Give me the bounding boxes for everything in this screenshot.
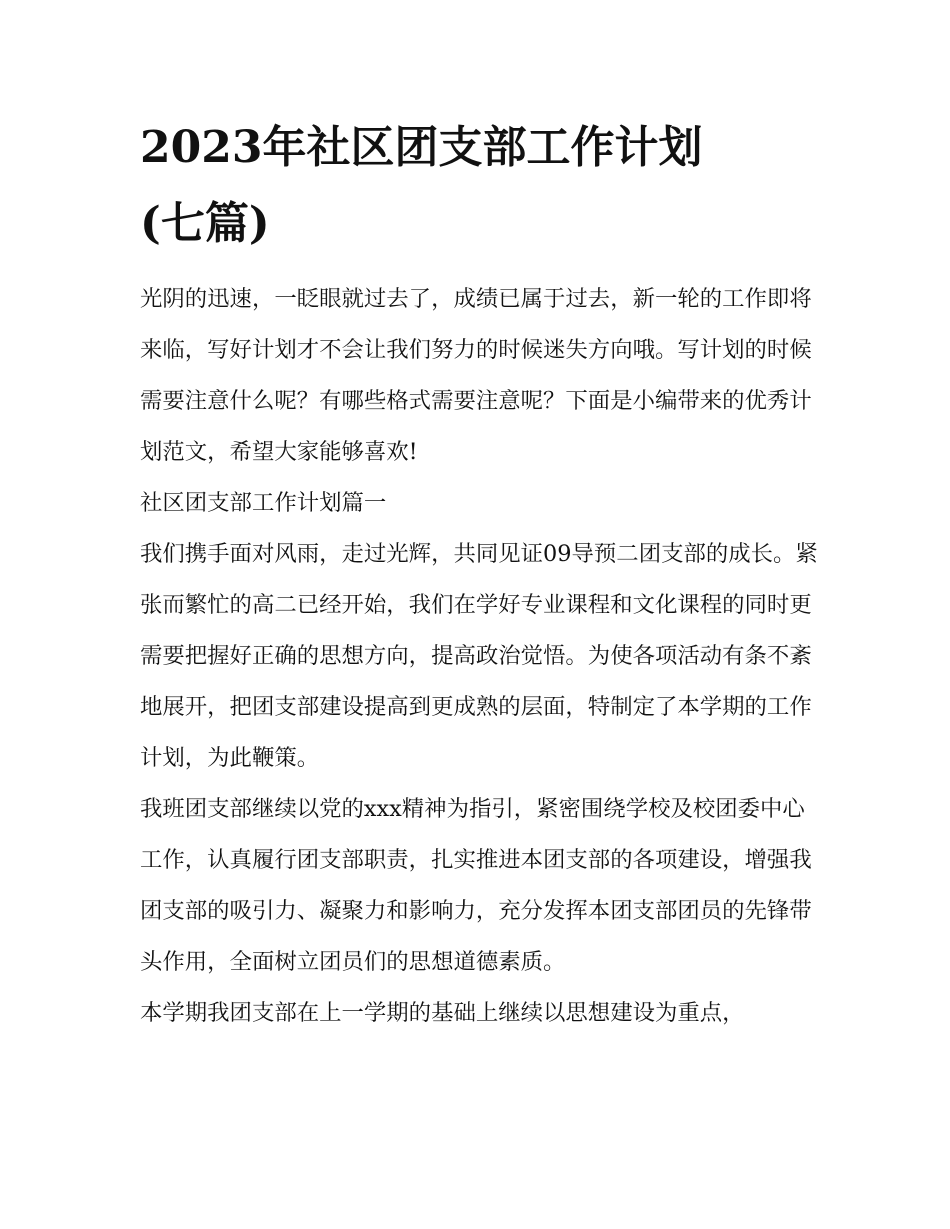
title-line-1: 2023年社区团支部工作计划 bbox=[140, 122, 703, 173]
body-paragraph-1: 我们携手面对风雨，走过光辉，共同见证09导预二团支部的成长。紧张而繁忙的高二已经开始，我们在学好专业课程和文化课程的同时更需要把握好正确的思想方向，提高政治觉悟。为使各项活动有条不紊地展开，把团支部建设提高到更成熟的层面，特制定了本学期的工作计划，为此鞭策。 bbox=[140, 541, 818, 771]
section-heading: 社区团支部工作计划篇一 bbox=[140, 490, 387, 516]
title-line-2: (七篇) bbox=[140, 198, 270, 249]
intro-paragraph: 光阴的迅速，一眨眼就过去了，成绩已属于过去，新一轮的工作即将来临，写好计划才不会让我们努力的时候迷失方向哦。写计划的时候需要注意什么呢？有哪些格式需要注意呢？下面是小编带来的优秀计划范文，希望大家能够喜欢! bbox=[140, 286, 812, 465]
document-title bbox=[140, 110, 820, 262]
body-paragraph-3: 本学期我团支部在上一学期的基础上继续以思想建设为重点， bbox=[140, 1000, 745, 1026]
body-paragraph-2: 我班团支部继续以党的xxx精神为指引，紧密围绕学校及校团委中心工作，认真履行团支部职责，扎实推进本团支部的各项建设，增强我团支部的吸引力、凝聚力和影响力，充分发挥本团支部团员的先锋带头作用，全面树立团员们的思想道德素质。 bbox=[140, 796, 812, 975]
document-page bbox=[140, 110, 820, 1039]
